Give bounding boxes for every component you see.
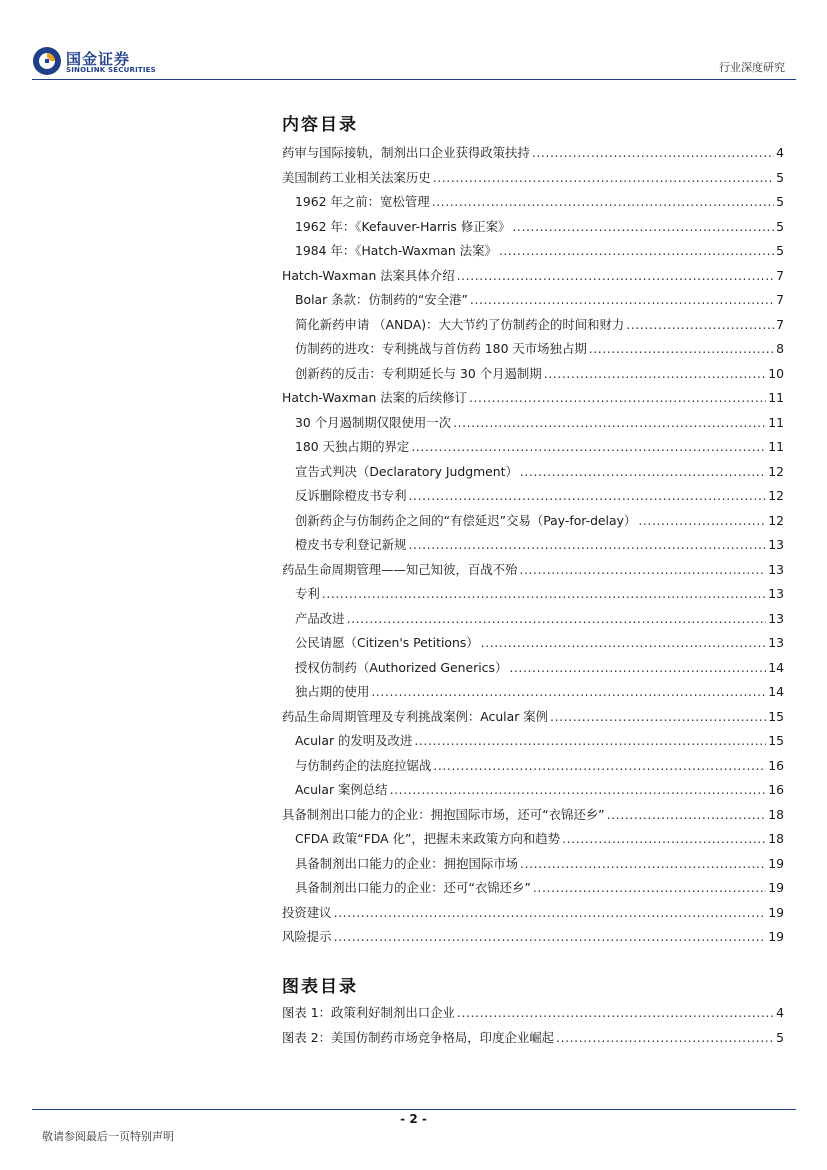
- toc-subentry[interactable]: 180 天独占期的界定 ..... 11: [282, 437, 784, 462]
- figure-entry[interactable]: 图表 2：美国仿制药市场竞争格局，印度企业崛起 ..... 5: [282, 1028, 784, 1053]
- toc-entry[interactable]: 具备制剂出口能力的企业：拥抱国际市场，还可“衣锦还乡” ..... 18: [282, 805, 784, 830]
- figures-title: 图表目录: [282, 977, 358, 997]
- toc-entry[interactable]: Hatch-Waxman 法案具体介绍 ..... 7: [282, 266, 784, 291]
- toc-subentry[interactable]: 橙皮书专利登记新规 ..... 13: [282, 535, 784, 560]
- toc-entry[interactable]: 药品生命周期管理及专利挑战案例：Acular 案例 ..... 15: [282, 707, 784, 732]
- toc-entry[interactable]: Hatch-Waxman 法案的后续修订 ..... 11: [282, 388, 784, 413]
- toc-subentry[interactable]: 创新药企与仿制药企之间的“有偿延迟”交易（Pay-for-delay） ..... 12: [282, 511, 784, 536]
- report-type-label: 行业深度研究: [719, 61, 785, 74]
- toc-subentry[interactable]: Acular 案例总结 ..... 16: [282, 780, 784, 805]
- toc-subentry[interactable]: Bolar 条款：仿制药的“安全港” ..... 7: [282, 290, 784, 315]
- logo-english-name: SINOLINK SECURITIES: [66, 66, 156, 74]
- company-logo: [32, 46, 162, 78]
- toc-subentry[interactable]: 独占期的使用 ..... 14: [282, 682, 784, 707]
- toc-subentry[interactable]: 仿制药的进攻：专利挑战与首仿药 180 天市场独占期 ..... 8: [282, 339, 784, 364]
- page-header: [0, 0, 827, 82]
- toc-subentry[interactable]: 简化新药申请 （ANDA)：大大节约了仿制药企的时间和财力 ..... 7: [282, 315, 784, 340]
- toc-subentry[interactable]: 产品改进 ..... 13: [282, 609, 784, 634]
- toc-entry[interactable]: 投资建议 ..... 19: [282, 903, 784, 928]
- toc-subentry[interactable]: 宣告式判决（Declaratory Judgment） ..... 12: [282, 462, 784, 487]
- toc-subentry[interactable]: 1962 年之前：宽松管理 ..... 5: [282, 192, 784, 217]
- toc-subentry[interactable]: 专利 ..... 13: [282, 584, 784, 609]
- page-number: - 2 -: [400, 1112, 427, 1126]
- toc-entry[interactable]: 美国制药工业相关法案历史 ..... 5: [282, 168, 784, 193]
- toc-subentry[interactable]: 30 个月遏制期仅限使用一次 ..... 11: [282, 413, 784, 438]
- figures-list: [282, 1003, 784, 1052]
- toc-subentry[interactable]: 具备制剂出口能力的企业：还可“衣锦还乡” ..... 19: [282, 878, 784, 903]
- toc-subentry[interactable]: 反诉删除橙皮书专利 ..... 12: [282, 486, 784, 511]
- contents-list: [282, 143, 784, 952]
- toc-entry[interactable]: 药审与国际接轨，制剂出口企业获得政策扶持 ..... 4: [282, 143, 784, 168]
- sinolink-logo-icon: [32, 46, 62, 76]
- toc-entry[interactable]: 风险提示 ..... 19: [282, 927, 784, 952]
- toc-subentry[interactable]: 创新药的反击：专利期延长与 30 个月遏制期 ..... 10: [282, 364, 784, 389]
- toc-entry[interactable]: 药品生命周期管理——知己知彼，百战不殆 ..... 13: [282, 560, 784, 585]
- toc-subentry[interactable]: 具备制剂出口能力的企业：拥抱国际市场 ..... 19: [282, 854, 784, 879]
- toc-subentry[interactable]: 与仿制药企的法庭拉锯战 ..... 16: [282, 756, 784, 781]
- figure-entry[interactable]: 图表 1：政策利好制剂出口企业 ..... 4: [282, 1003, 784, 1028]
- footer-divider: [32, 1109, 796, 1110]
- toc-subentry[interactable]: CFDA 政策“FDA 化”，把握未来政策方向和趋势 ..... 18: [282, 829, 784, 854]
- toc-subentry[interactable]: 1984 年：《Hatch-Waxman 法案》 ..... 5: [282, 241, 784, 266]
- contents-title: 内容目录: [282, 115, 358, 135]
- footer-disclaimer: 敬请参阅最后一页特别声明: [42, 1130, 174, 1143]
- header-divider: [32, 79, 796, 80]
- toc-subentry[interactable]: 授权仿制药（Authorized Generics） ..... 14: [282, 658, 784, 683]
- logo-chinese-name: 国金证券: [66, 50, 131, 68]
- toc-subentry[interactable]: 公民请愿（Citizen's Petitions） ..... 13: [282, 633, 784, 658]
- toc-subentry[interactable]: 1962 年：《Kefauver-Harris 修正案》 ..... 5: [282, 217, 784, 242]
- toc-subentry[interactable]: Acular 的发明及改进 ..... 15: [282, 731, 784, 756]
